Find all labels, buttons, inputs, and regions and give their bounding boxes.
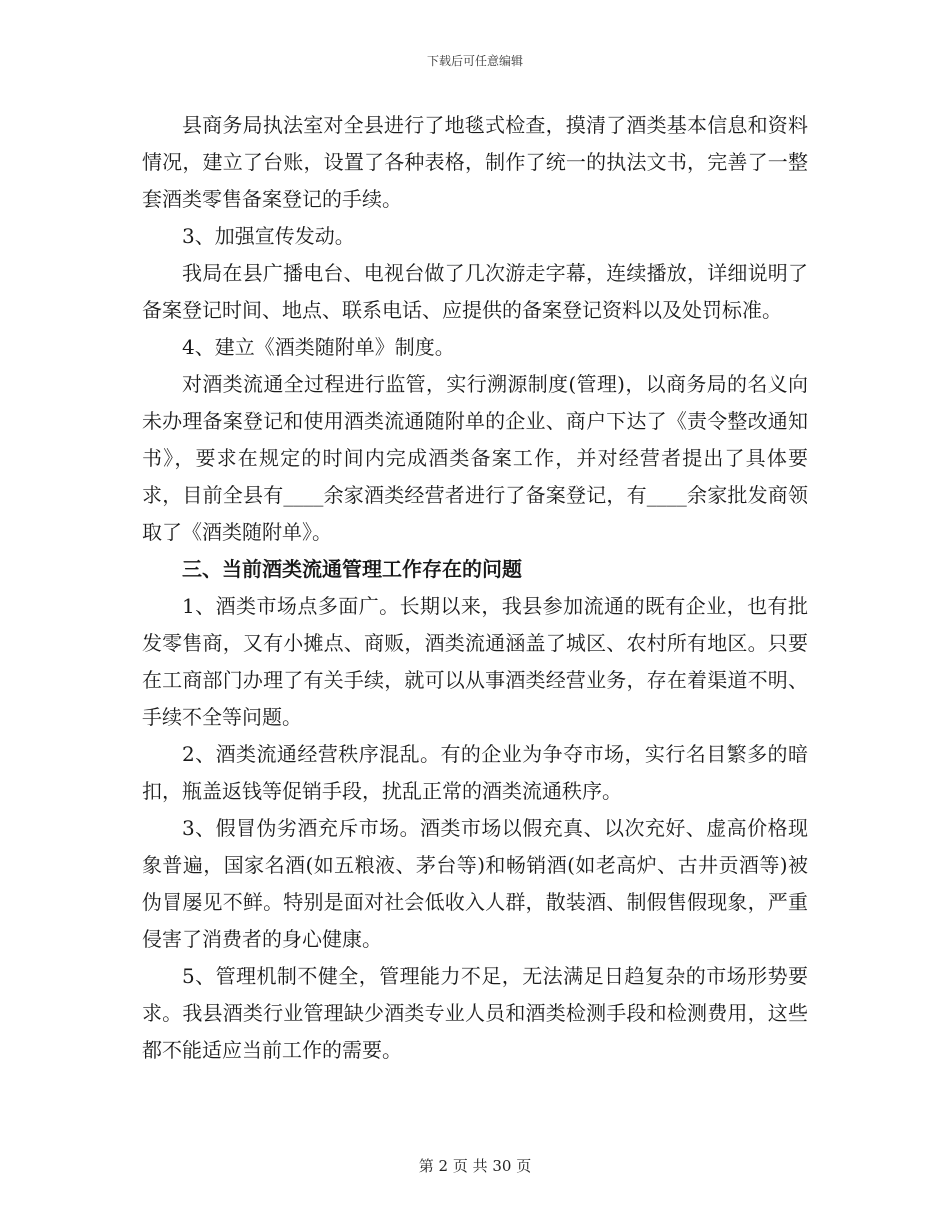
problem-2: 2、酒类流通经营秩序混乱。有的企业为争夺市场，实行名目繁多的暗扣，瓶盖返钱等促销手段，扰乱正常的酒类流通秩序。: [142, 742, 808, 803]
paragraph-inspection: 县商务局执法室对全县进行了地毯式检查，摸清了酒类基本信息和资料情况，建立了台账，设置了各种表格，制作了统一的执法文书，完善了一整套酒类零售备案登记的手续。: [142, 113, 808, 211]
item-3-publicity: 3、加强宣传发动。: [182, 224, 355, 248]
paragraph-supervision: 对酒类流通全过程进行监管，实行溯源制度(管理)，以商务局的名义向未办理备案登记和使用酒类流通随附单的企业、商户下达了《责令整改通知书》，要求在规定的时间内完成酒类备案工作，并对经营者提出了具体要求，目前全县有____余家酒类经营者进行了备案登记，有____余家批发商领取了《酒类随附单》。: [142, 372, 808, 544]
page-number: 第 2 页 共 30 页: [418, 1157, 532, 1175]
item-4-attached-list: 4、建立《酒类随附单》制度。: [182, 335, 455, 359]
page-header: 下载后可任意编辑: [426, 54, 523, 68]
document-body: [142, 107, 808, 1069]
problem-5: 5、管理机制不健全，管理能力不足，无法满足日趋复杂的市场形势要求。我县酒类行业管理缺少酒类专业人员和酒类检测手段和检测费用，这些都不能适应当前工作的需要。: [142, 964, 808, 1062]
paragraph-publicity: 我局在县广播电台、电视台做了几次游走字幕，连续播放，详细说明了备案登记时间、地点、联系电话、应提供的备案登记资料以及处罚标准。: [142, 261, 808, 322]
problem-1: 1、酒类市场点多面广。长期以来，我县参加流通的既有企业，也有批发零售商，又有小摊点、商贩，酒类流通涵盖了城区、农村所有地区。只要在工商部门办理了有关手续，就可以从事酒类经营业务，存在着渠道不明、手续不全等问题。: [142, 594, 808, 729]
problem-3: 3、假冒伪劣酒充斥市场。酒类市场以假充真、以次充好、虚高价格现象普遍，国家名酒(如五粮液、茅台等)和畅销酒(如老高炉、古井贡酒等)被伪冒屡见不鲜。特别是面对社会低收入人群，散装酒、制假售假现象，严重侵害了消费者的身心健康。: [142, 816, 808, 951]
section-heading-problems: 三、当前酒类流通管理工作存在的问题: [182, 557, 522, 581]
